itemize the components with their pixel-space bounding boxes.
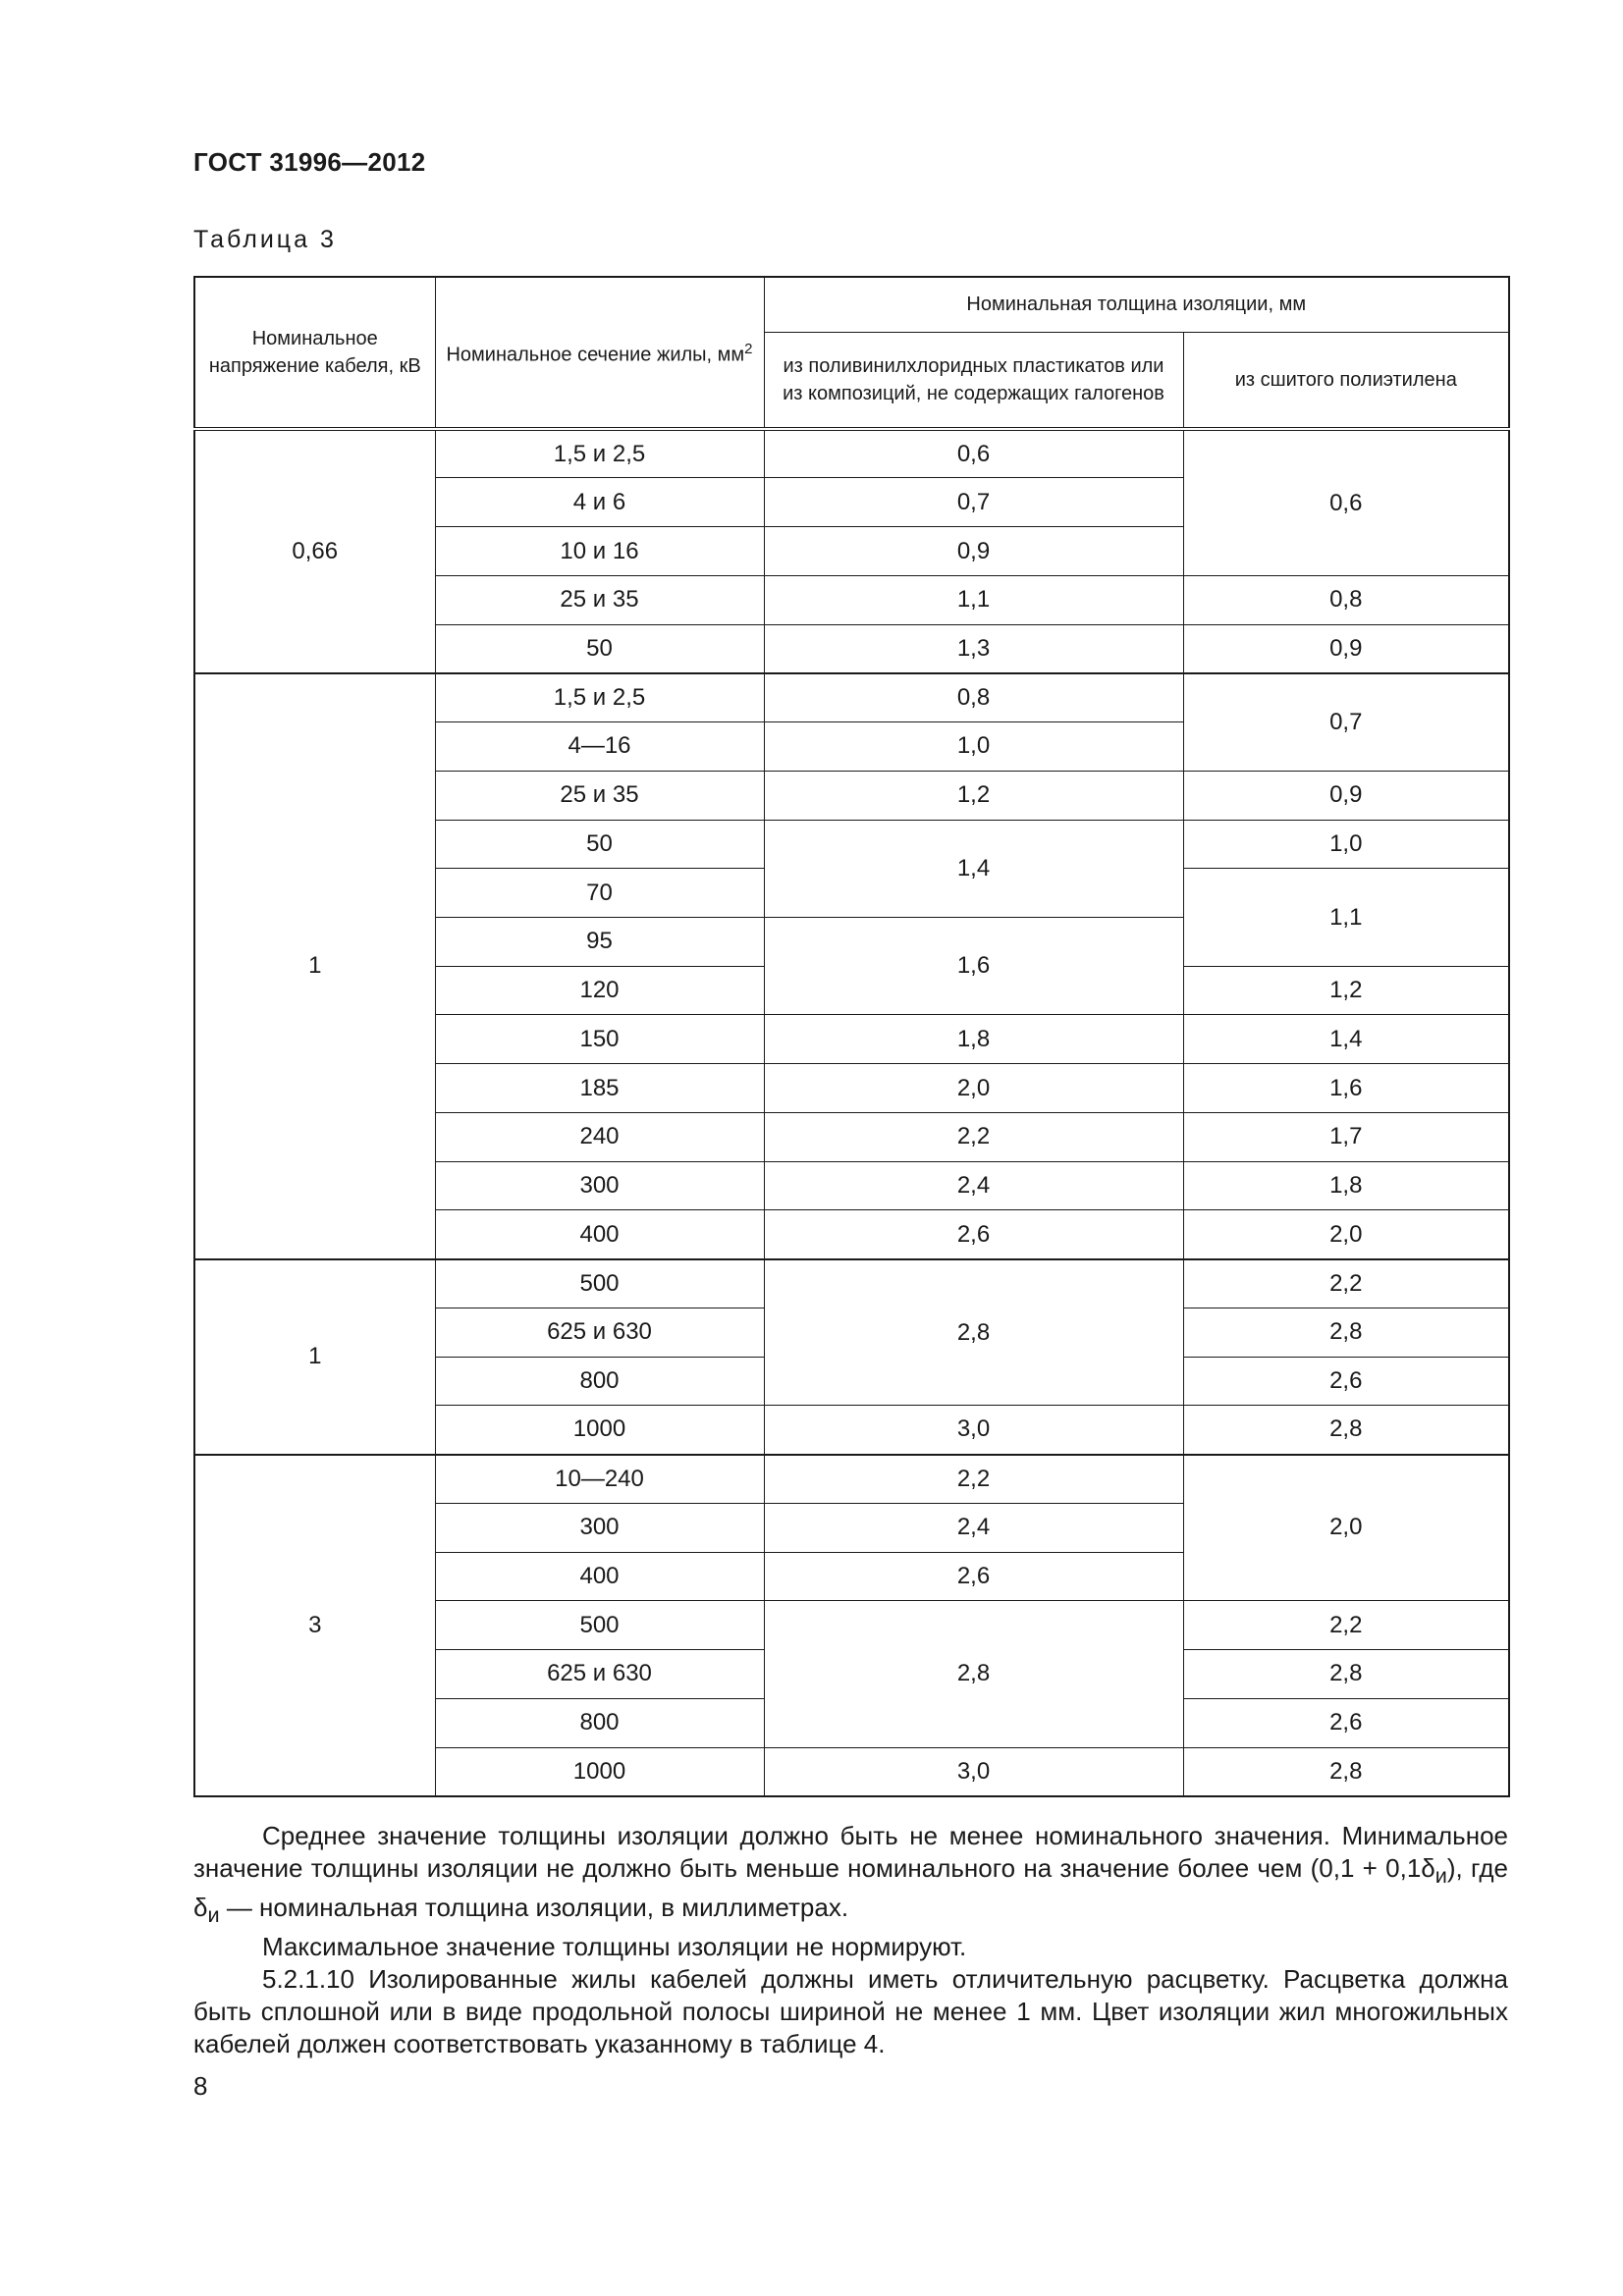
section-cell: 300 — [435, 1161, 764, 1210]
section-cell: 120 — [435, 966, 764, 1015]
header-section-sup: 2 — [744, 341, 753, 358]
pvc-cell: 2,2 — [764, 1455, 1183, 1504]
pvc-cell: 2,0 — [764, 1064, 1183, 1113]
section-cell: 25 и 35 — [435, 771, 764, 820]
header-voltage: Номинальное напряжение кабеля, кВ — [194, 277, 435, 429]
xlpe-cell: 0,9 — [1183, 771, 1509, 820]
pvc-cell: 2,8 — [764, 1259, 1183, 1406]
xlpe-cell: 0,9 — [1183, 624, 1509, 673]
xlpe-cell: 2,0 — [1183, 1210, 1509, 1259]
document-header: ГОСТ 31996—2012 — [193, 147, 426, 177]
pvc-cell: 1,6 — [764, 918, 1183, 1015]
voltage-cell: 1 — [194, 673, 435, 1259]
section-cell: 95 — [435, 918, 764, 967]
xlpe-cell: 2,0 — [1183, 1455, 1509, 1601]
pvc-cell: 3,0 — [764, 1406, 1183, 1455]
paragraph-text-c: — номинальная толщина изоляции, в миллиметрах. — [219, 1893, 849, 1923]
xlpe-cell: 2,8 — [1183, 1747, 1509, 1796]
section-cell: 1,5 и 2,5 — [435, 429, 764, 478]
pvc-cell: 1,1 — [764, 575, 1183, 624]
xlpe-cell: 2,2 — [1183, 1601, 1509, 1650]
page-number: 8 — [193, 2071, 208, 2101]
section-cell: 400 — [435, 1210, 764, 1259]
xlpe-cell: 2,6 — [1183, 1698, 1509, 1747]
section-cell: 1000 — [435, 1747, 764, 1796]
section-cell: 10—240 — [435, 1455, 764, 1504]
voltage-cell: 1 — [194, 1259, 435, 1455]
section-cell: 500 — [435, 1259, 764, 1308]
xlpe-cell: 2,8 — [1183, 1308, 1509, 1357]
xlpe-cell: 1,7 — [1183, 1112, 1509, 1161]
pvc-cell: 1,2 — [764, 771, 1183, 820]
section-cell: 500 — [435, 1601, 764, 1650]
header-pvc: из поливинилхлоридных пластикатов или из композиций, не содержащих галогенов — [764, 332, 1183, 429]
section-cell: 150 — [435, 1015, 764, 1064]
xlpe-cell: 1,4 — [1183, 1015, 1509, 1064]
insulation-thickness-table — [193, 276, 1510, 1797]
section-cell: 400 — [435, 1552, 764, 1601]
xlpe-cell: 1,0 — [1183, 820, 1509, 869]
table-caption: Таблица 3 — [193, 226, 337, 253]
xlpe-cell: 0,7 — [1183, 673, 1509, 771]
section-cell: 25 и 35 — [435, 575, 764, 624]
pvc-cell: 2,4 — [764, 1161, 1183, 1210]
xlpe-cell: 2,8 — [1183, 1650, 1509, 1699]
xlpe-cell: 1,6 — [1183, 1064, 1509, 1113]
section-cell: 240 — [435, 1112, 764, 1161]
paragraph-text-b: ), где δ — [193, 1853, 1508, 1923]
delta-subscript: и — [1434, 1863, 1447, 1889]
pvc-cell: 1,3 — [764, 624, 1183, 673]
section-cell: 1000 — [435, 1406, 764, 1455]
header-section — [435, 277, 764, 429]
xlpe-cell: 0,6 — [1183, 429, 1509, 575]
header-xlpe: из сшитого полиэтилена — [1183, 332, 1509, 429]
section-cell: 50 — [435, 624, 764, 673]
voltage-cell: 3 — [194, 1455, 435, 1796]
pvc-cell: 3,0 — [764, 1747, 1183, 1796]
section-cell: 625 и 630 — [435, 1650, 764, 1699]
section-cell: 50 — [435, 820, 764, 869]
pvc-cell: 0,8 — [764, 673, 1183, 722]
section-cell: 10 и 16 — [435, 527, 764, 576]
paragraph-text-a: Среднее значение толщины изоляции должно быть не менее номинального значения. Минимальное значение толщины изоляции не должно быть меньше номинального на значение более чем (0,1 + 0,1δ — [193, 1821, 1508, 1883]
section-cell: 4 и 6 — [435, 478, 764, 527]
delta-subscript: и — [207, 1902, 220, 1928]
section-cell: 185 — [435, 1064, 764, 1113]
paragraph-thickness-rule — [193, 1820, 1508, 1931]
pvc-cell: 2,6 — [764, 1552, 1183, 1601]
xlpe-cell: 0,8 — [1183, 575, 1509, 624]
pvc-cell: 0,6 — [764, 429, 1183, 478]
section-cell: 1,5 и 2,5 — [435, 673, 764, 722]
section-cell: 800 — [435, 1357, 764, 1406]
pvc-cell: 1,0 — [764, 722, 1183, 772]
paragraph-5-2-1-10: 5.2.1.10 Изолированные жилы кабелей должны иметь отличительную расцветку. Расцветка должна быть сплошной или в виде продольной полосы шириной не менее 1 мм. Цвет изоляции жил многожильных кабелей должен соответствовать указанному в таблице 4. — [193, 1964, 1508, 2059]
body-text — [193, 1820, 1508, 2060]
pvc-cell: 1,8 — [764, 1015, 1183, 1064]
section-cell: 300 — [435, 1503, 764, 1552]
pvc-cell: 2,6 — [764, 1210, 1183, 1259]
xlpe-cell: 2,2 — [1183, 1259, 1509, 1308]
pvc-cell: 2,8 — [764, 1601, 1183, 1747]
paragraph-max-thickness: Максимальное значение толщины изоляции не нормируют. — [262, 1932, 967, 1962]
pvc-cell: 0,7 — [764, 478, 1183, 527]
xlpe-cell: 1,2 — [1183, 966, 1509, 1015]
header-section-text: Номинальное сечение жилы, мм — [446, 344, 745, 366]
section-cell: 4—16 — [435, 722, 764, 772]
section-cell: 625 и 630 — [435, 1308, 764, 1357]
xlpe-cell: 1,8 — [1183, 1161, 1509, 1210]
pvc-cell: 2,2 — [764, 1112, 1183, 1161]
pvc-cell: 2,4 — [764, 1503, 1183, 1552]
section-cell: 70 — [435, 869, 764, 918]
xlpe-cell: 2,6 — [1183, 1357, 1509, 1406]
section-cell: 800 — [435, 1698, 764, 1747]
xlpe-cell: 1,1 — [1183, 869, 1509, 966]
voltage-cell: 0,66 — [194, 429, 435, 673]
xlpe-cell: 2,8 — [1183, 1406, 1509, 1455]
pvc-cell: 1,4 — [764, 820, 1183, 917]
pvc-cell: 0,9 — [764, 527, 1183, 576]
header-thickness: Номинальная толщина изоляции, мм — [764, 277, 1509, 332]
